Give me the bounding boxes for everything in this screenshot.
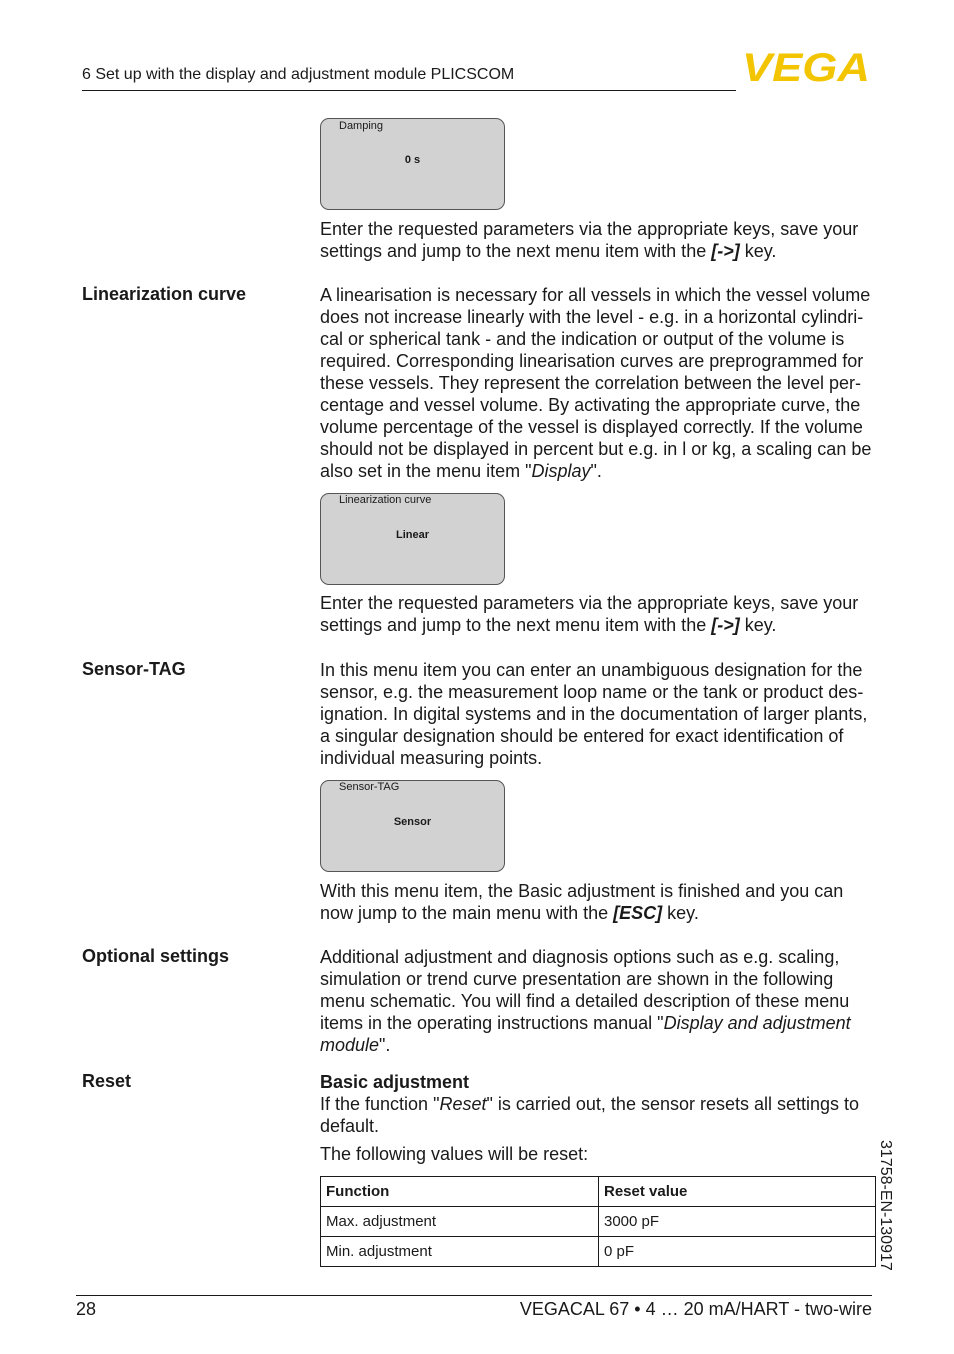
display-label: Sensor-TAG [339, 781, 400, 793]
display-value: 0 s [404, 154, 421, 166]
running-header: 6 Set up with the display and adjustment module PLICSCOM [82, 66, 515, 83]
sensor-tag-instruction: With this menu item, the Basic adjustment is finished and you can now jump to the main menu with the [ESC] key. [320, 881, 844, 923]
table-row [321, 1207, 876, 1237]
sensor-tag-display [320, 780, 505, 872]
linearization-instruction: Enter the requested parameters via the appropriate keys, save your settings and jump to the next menu item with the [->] key. [320, 593, 859, 635]
section-heading-sensor-tag: Sensor-TAG [82, 659, 186, 679]
footer-rule [76, 1295, 872, 1296]
section-heading-reset: Reset [82, 1071, 132, 1091]
vega-logo [742, 50, 872, 84]
sensor-tag-text: In this menu item you can enter an unambiguous designation for the sensor, e.g. the measurement loop name or the tank or product designation. In digital systems and in the documentation of larger plants, a singular designation should be entered for exact identification of individual measuring points. [320, 660, 868, 768]
damping-display [320, 118, 505, 210]
optional-text: Additional adjustment and diagnosis options such as e.g. scaling, simulation or trend curve presentation are shown in the following menu schematic. You will find a detailed description of these menu items in the operating instructions manual "Display and adjustment module". [320, 947, 851, 1055]
section-heading-optional: Optional settings [82, 946, 230, 966]
table-cell: 0 pF [599, 1237, 876, 1267]
display-value: Sensor [393, 816, 432, 828]
reset-values-table [320, 1176, 876, 1267]
damping-instruction: Enter the requested parameters via the appropriate keys, save your settings and jump to the next menu item with the [->] key. [320, 219, 859, 261]
footer-doc-title: VEGACAL 67 • 4 … 20 mA/HART - two-wire [519, 1299, 872, 1319]
display-value: Linear [395, 529, 429, 541]
table-header-row [321, 1177, 876, 1207]
table-header-cell: Function [321, 1177, 599, 1207]
table-header-cell: Reset value [599, 1177, 876, 1207]
section-heading-linearization: Linearization curve [82, 284, 247, 304]
header-rule [82, 90, 736, 91]
key-label: [->] [711, 615, 740, 635]
display-label: Linearization curve [339, 494, 432, 506]
key-label: [->] [711, 241, 740, 261]
reset-values-intro: The following values will be reset: [320, 1144, 589, 1164]
table-cell: Max. adjustment [321, 1207, 599, 1237]
table-cell: Min. adjustment [321, 1237, 599, 1267]
key-label: [ESC] [613, 903, 663, 923]
vega-logo-text: VEGA [742, 50, 870, 84]
display-label: Damping [339, 120, 384, 132]
reset-text: Basic adjustment If the function "Reset" is carried out, the sensor resets all settings to default. The following values will be reset: [320, 1071, 872, 1165]
table-cell: 3000 pF [599, 1207, 876, 1237]
document-id: 31758-EN-130917 [877, 1140, 894, 1271]
linearization-display [320, 493, 505, 585]
linearization-text: A linearisation is necessary for all vessels in which the vessel volume does not increase linearly with the level - e.g. in a horizontal cylindrical or spherical tank - and the indication or output of the volume is required. Corresponding linearisation curves are preprogrammed for these vessels. They represent the correlation between the level percentage and vessel volume. By activating the appropriate curve, the volume percentage of the vessel is displayed correctly. If the volume should not be displayed in percent but e.g. in l or kg, a scaling can be also set in the menu item "Display". [320, 285, 872, 481]
page-number: 28 [76, 1299, 97, 1319]
reset-subheading: Basic adjustment [320, 1072, 470, 1092]
table-row [321, 1237, 876, 1267]
